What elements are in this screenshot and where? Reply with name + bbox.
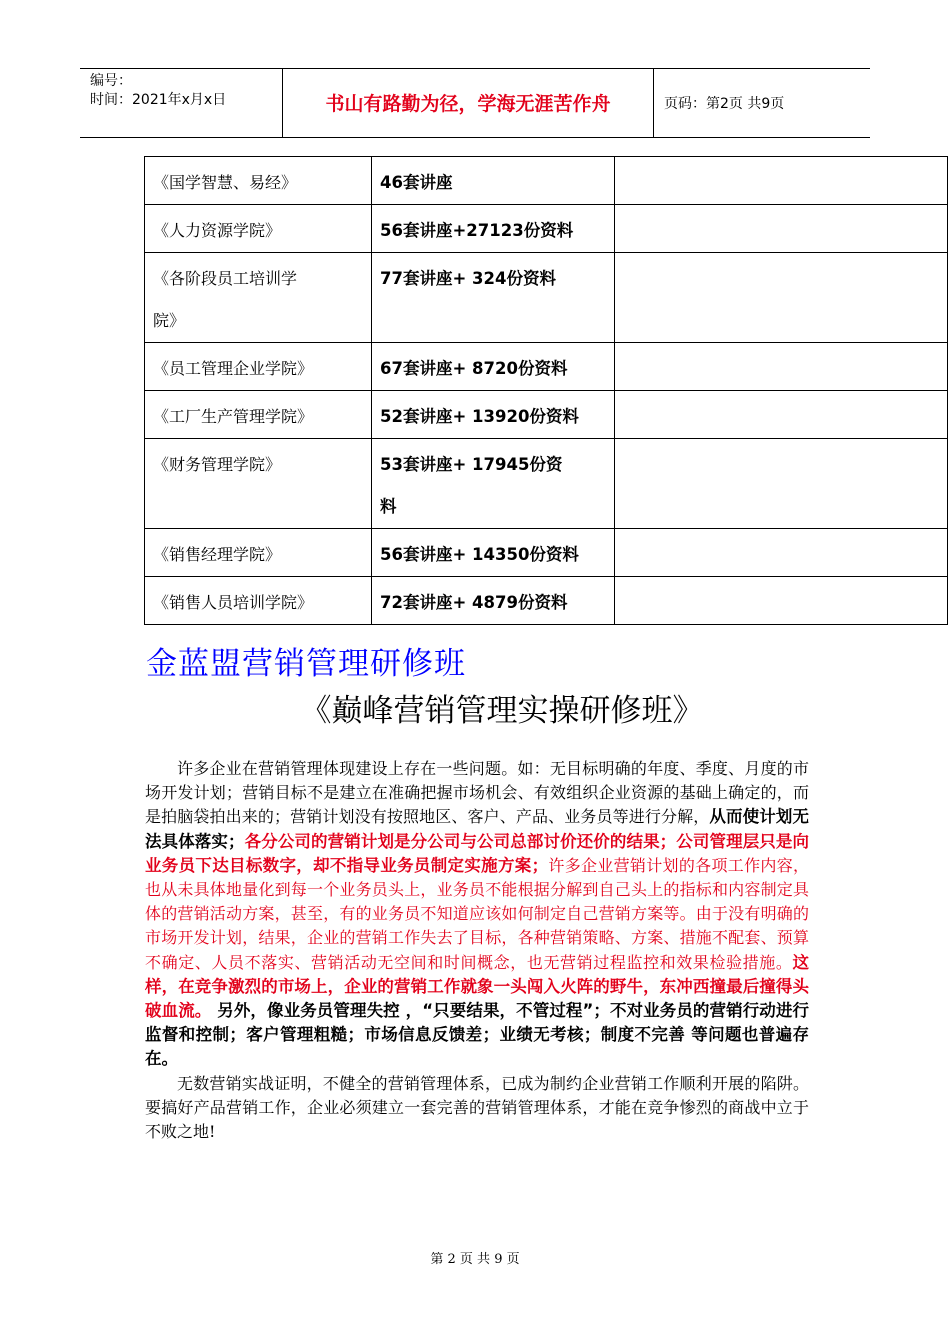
table-cell-note: [615, 529, 948, 577]
table-cell-name: [145, 253, 372, 343]
text-run-red-bold: 各分公司的营销计划是分公司与公司总部讨价还价的结果；公司管理层只是向业务员下达目标数字，却不指导业务员制定实施方案；: [145, 831, 810, 875]
table-cell-note: [615, 439, 948, 529]
table-cell-content: 52套讲座+ 13920份资料: [372, 391, 615, 439]
time-label: 时间：2021年x月x日: [90, 92, 227, 108]
table-row: [145, 253, 948, 343]
table-cell-content: 56套讲座+27123份资料: [372, 205, 615, 253]
table-cell-name-line: 院》: [153, 311, 186, 330]
text-run-red-bold: 这样，在竞争激烈的市场上，企业的营销工作就象一头闯入火阵的野牛，东冲西撞最后撞得头破血流。: [145, 952, 809, 1021]
table-cell-note: [615, 343, 948, 391]
text-run-bold: 另外，像业务员管理失控 ，“只要结果，不管过程”；不对业务员的营销行动进行监督和控制；客户管理粗糙；市场信息反馈差；业绩无考核；制度不完善 等问题也普遍存在。: [145, 1001, 809, 1069]
document-title: 《巅峰营销管理实操研修班》: [300, 693, 704, 729]
table-cell-content: 67套讲座+ 8720份资料: [372, 343, 615, 391]
table-cell-name: 《工厂生产管理学院》: [145, 391, 372, 439]
header-info: [80, 69, 282, 137]
table-cell-note: [615, 253, 948, 343]
body-text: [145, 757, 809, 1144]
table-cell-note: [615, 577, 948, 625]
table-cell-content: [372, 439, 615, 529]
table-row: [145, 529, 948, 577]
section-heading-blue: 金蓝盟营销管理研修班: [146, 646, 466, 682]
page-header: [80, 68, 870, 138]
table-cell-content-line: 53套讲座+ 17945份资: [380, 455, 563, 474]
table-cell-name: 《财务管理学院》: [145, 439, 372, 529]
table-cell-content: 72套讲座+ 4879份资料: [372, 577, 615, 625]
table-row: [145, 343, 948, 391]
course-table: [144, 156, 948, 625]
table-row: [145, 391, 948, 439]
table-cell-name: 《销售经理学院》: [145, 529, 372, 577]
table-row: [145, 205, 948, 253]
number-label: 编号：: [90, 73, 132, 89]
table-cell-name-line: 《各阶段员工培训学: [153, 269, 298, 288]
table-cell-content: 46套讲座: [372, 157, 615, 205]
header-divider: [653, 69, 654, 137]
paragraph: [145, 757, 809, 1072]
table-cell-content: 56套讲座+ 14350份资料: [372, 529, 615, 577]
table-cell-name: 《国学智慧、易经》: [145, 157, 372, 205]
table-cell-content: 77套讲座+ 324份资料: [372, 253, 615, 343]
table-cell-note: [615, 157, 948, 205]
table-cell-note: [615, 391, 948, 439]
header-motto: 书山有路勤为径，学海无涯苦作舟: [325, 93, 611, 115]
text-run: 许多企业在营销管理体现建设上存在一些问题。如：无目标明确的年度、季度、月度的市场开发计划；营销目标不是建立在准确把握市场机会、有效组织企业资源的基础上确定的，而是拍脑袋拍出来的；营销计划没有按照地区、客户、产品、业务员等进行分解，: [145, 759, 809, 827]
text-run-red: 许多企业营销计划的各项工作内容，也从未具体地量化到每一个业务员头上，业务员不能根据分解到自己头上的指标和内容制定具体的营销活动方案，甚至，有的业务员不知道应该如何制定自己营销方案等。由于没有明确的市场开发计划，结果，企业的营销工作失去了目标，各种营销策略、方案、措施不配套、预算不确定、人员不落实、营销活动无空间和时间概念，也无营销过程监控和效果检验措施。: [145, 855, 809, 972]
page-number-label: 页码：第2页 共9页: [664, 96, 785, 112]
table-cell-content-line: 料: [380, 497, 397, 516]
table-row: [145, 439, 948, 529]
text-run-bold: 从而使计划无法具体落实；: [145, 807, 809, 851]
table-row: [145, 157, 948, 205]
table-cell-name: 《人力资源学院》: [145, 205, 372, 253]
table-cell-name: 《员工管理企业学院》: [145, 343, 372, 391]
table-row: [145, 577, 948, 625]
table-cell-name: 《销售人员培训学院》: [145, 577, 372, 625]
page-footer: 第 2 页 共 9 页: [430, 1252, 520, 1267]
table-cell-note: [615, 205, 948, 253]
paragraph: 无数营销实战证明，不健全的营销管理体系，已成为制约企业营销工作顺利开展的陷阱。要搞好产品营销工作，企业必须建立一套完善的营销管理体系，才能在竞争惨烈的商战中立于不败之地!: [145, 1073, 809, 1142]
